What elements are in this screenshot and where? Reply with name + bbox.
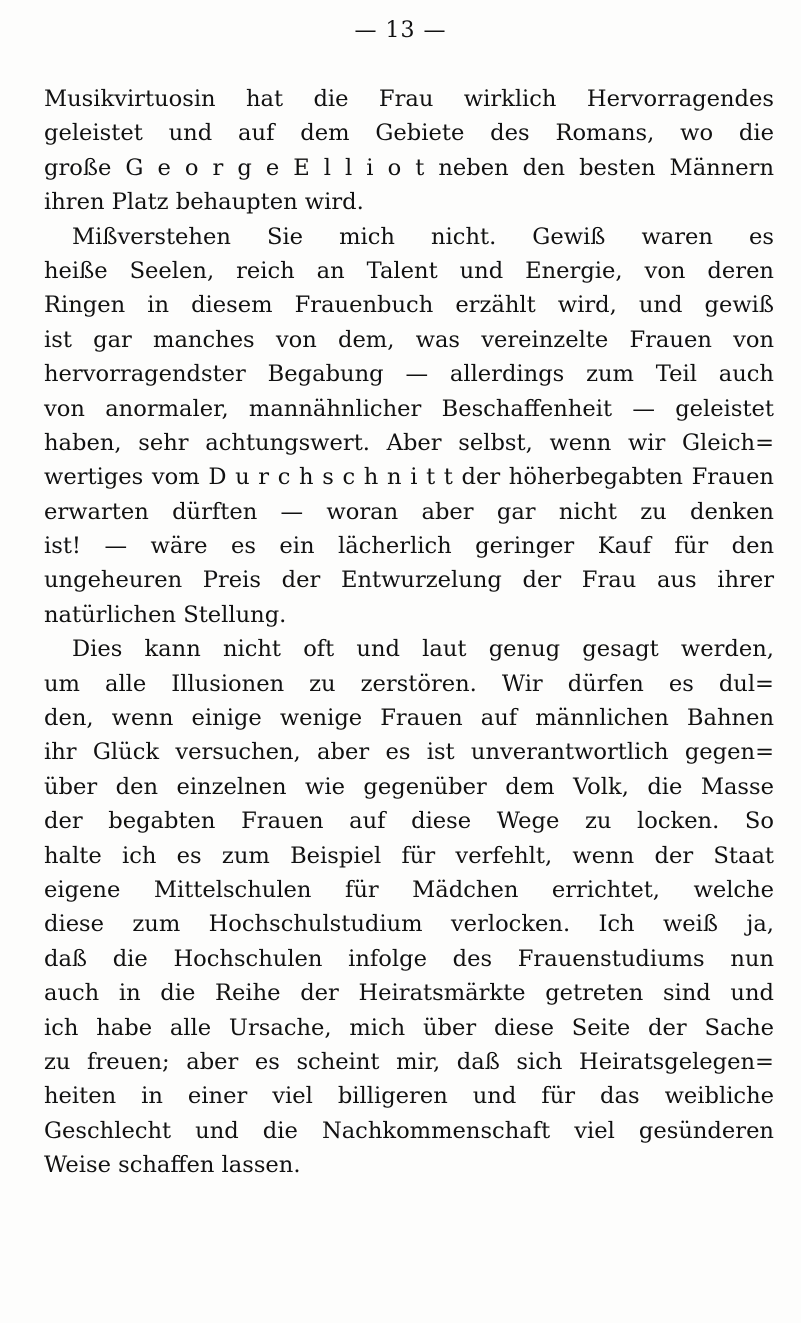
- text-line: Weise schaffen lassen.: [44, 1152, 301, 1179]
- text-line: haben, sehr achtungswert. Aber selbst, wenn wir Gleich=: [44, 429, 774, 456]
- text-line: über den einzelnen wie gegenüber dem Volk, die Masse: [44, 773, 774, 800]
- text-line: daß die Hochschulen infolge des Frauenstudiums nun: [44, 945, 774, 972]
- text-line: Ringen in diesem Frauenbuch erzählt wird, und gewiß: [44, 292, 774, 319]
- text-line: hervorragendster Begabung — allerdings zum Teil auch: [44, 361, 774, 388]
- text-line: diese zum Hochschulstudium verlocken. Ich weiß ja,: [44, 911, 774, 938]
- text-line: ihren Platz behaupten wird.: [44, 189, 364, 216]
- text-line: große G e o r g e E l l i o t neben den besten Männern: [44, 154, 774, 181]
- body-text: [44, 82, 774, 1183]
- text-line: zu freuen; aber es scheint mir, daß sich Heiratsgelegen=: [44, 1048, 774, 1075]
- text-line: ihr Glück versuchen, aber es ist unverantwortlich gegen=: [44, 739, 774, 766]
- text-line: natürlichen Stellung.: [44, 601, 287, 628]
- text-line: halte ich es zum Beispiel für verfehlt, wenn der Staat: [44, 842, 774, 869]
- page-number: — 13 —: [354, 18, 447, 43]
- text-line: heiten in einer viel billigeren und für das weibliche: [44, 1083, 774, 1110]
- text-line: ungeheuren Preis der Entwurzelung der Frau aus ihrer: [44, 567, 774, 594]
- text-line: Mißverstehen Sie mich nicht. Gewiß waren es: [72, 223, 774, 250]
- text-line: geleistet und auf dem Gebiete des Romans, wo die: [44, 120, 774, 147]
- text-line: von anormaler, mannähnlicher Beschaffenheit — geleistet: [44, 395, 774, 422]
- text-line: um alle Illusionen zu zerstören. Wir dürfen es dul=: [44, 670, 774, 697]
- text-line: auch in die Reihe der Heiratsmärkte getreten sind und: [44, 980, 774, 1007]
- text-line: eigene Mittelschulen für Mädchen errichtet, welche: [44, 876, 774, 903]
- text-line: Musikvirtuosin hat die Frau wirklich Hervorragendes: [44, 86, 774, 112]
- text-line: Dies kann nicht oft und laut genug gesagt werden,: [72, 636, 774, 663]
- text-line: den, wenn einige wenige Frauen auf männlichen Bahnen: [44, 705, 774, 732]
- text-line: erwarten dürften — woran aber gar nicht zu denken: [44, 498, 774, 525]
- text-line: ich habe alle Ursache, mich über diese Seite der Sache: [44, 1014, 774, 1041]
- text-line: ist! — wäre es ein lächerlich geringer Kauf für den: [44, 533, 774, 560]
- text-line: Geschlecht und die Nachkommenschaft viel gesünderen: [44, 1117, 774, 1144]
- text-line: wertiges vom D u r c h s c h n i t t der höherbegabten Frauen: [44, 464, 774, 491]
- text-line: heiße Seelen, reich an Talent und Energie, von deren: [44, 257, 774, 284]
- text-line: der begabten Frauen auf diese Wege zu locken. So: [44, 808, 774, 835]
- text-line: ist gar manches von dem, was vereinzelte Frauen von: [44, 326, 774, 353]
